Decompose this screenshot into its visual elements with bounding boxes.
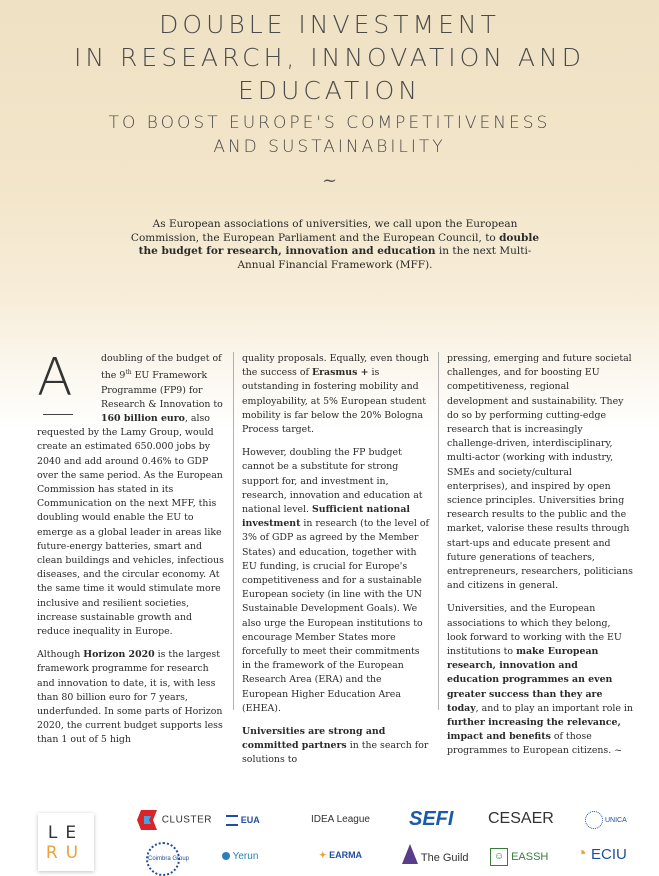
sefi-logo [409, 808, 453, 831]
column-divider-2 [438, 352, 439, 710]
col3-paragraph-2 [447, 602, 633, 758]
unica-label: UNICA [604, 816, 627, 824]
col1-paragraph-2 [37, 648, 226, 747]
the-guild-logo [402, 842, 469, 864]
col2-text: is outstanding in fostering mobility and employability, at 5% European student mobility is far below the 20% Bologna Process target. [242, 367, 427, 436]
unica-logo [585, 811, 627, 829]
unica-circle-icon [585, 811, 603, 829]
coimbra-group-logo [146, 842, 190, 876]
col3-bold: make European research, innovation and education programmes an even greater success than they are today [447, 646, 613, 714]
title-line-2: IN RESEARCH, INNOVATION AND [74, 43, 585, 72]
cesaer-label: CESAER [488, 810, 554, 827]
col1-text: is the largest framework programme for research and innovation to date, it is, with less than 80 billion euro for 7 years, underfunded. In some parts of Horizon 2020, the current budget supports less than 1 out of 5 high [37, 649, 223, 746]
leru-logo [38, 813, 94, 871]
document-title [0, 8, 659, 107]
eciu-label: ECIU [591, 846, 627, 863]
col1-paragraph-1 [37, 348, 226, 639]
guild-mark-icon [402, 842, 418, 864]
leru-line-2: RU [45, 843, 87, 863]
col1-bold: Horizon 2020 [83, 649, 155, 661]
col2-text: quality proposals. Equally, even though the success of [242, 353, 430, 379]
yerun-dot-icon [222, 852, 230, 860]
col1-text: doubling of the budget of the 9 [101, 353, 222, 382]
col2-bold: Erasmus + [311, 367, 369, 379]
column-2 [242, 352, 430, 777]
drop-cap-rule [43, 414, 73, 415]
subtitle-line-1: TO BOOST EUROPE'S COMPETITIVENESS [108, 113, 551, 133]
col2-bold: Sufficient national investment [242, 504, 410, 530]
squiggle-divider: ~ [321, 170, 338, 191]
column-1 [37, 348, 226, 757]
guild-label: The Guild [420, 852, 469, 864]
col3-paragraph-1: pressing, emerging and future societal challenges, and for boosting EU competitiveness, regional development and sustainability. They do so by performing cutting-edge research that is increasingly challenge-driven, interdisciplinary, multi-actor (working with industry, SMEs and society/cultural enterprises), and inspired by open science principles. Universities bring research results to the public and the market, valorise these results through start-ups and educate present and future generations of teachers, entrepreneurs, researchers, politicians and citizens in general. [447, 353, 633, 592]
yerun-label: Yerun [232, 851, 259, 862]
partner-logos [0, 790, 659, 876]
sefi-label: SEFI [409, 808, 454, 830]
intro-text-1: As European associations of universities, we call upon the European Commission, the European Parliament and the European Council, to [130, 218, 518, 244]
eassh-logo [490, 848, 548, 866]
column-divider-1 [233, 352, 234, 710]
coimbra-label: Coimbra Group [148, 856, 190, 862]
drop-cap-letter: A [37, 348, 73, 408]
superscript: th [125, 369, 132, 377]
col1-text: , also requested by the Lamy Group, would create an estimated 650.000 jobs by 2040 and add around 0.46% to GDP over the same period. As the European Commission has stated in its Communication on the next MFF, this doubling would enable the EU to emerge as a global leader in areas like future-energy batteries, smart and clean buildings and vehicles, infectious diseases, and the circular economy. At the same time it would stimulate more inclusive and resilient societies, increase sustainable growth and reduce inequality in Europe. [37, 412, 224, 637]
col2-bold: Universities are strong and committed partners [242, 726, 386, 752]
eua-logo [226, 815, 260, 826]
eassh-label: EASSH [511, 850, 549, 863]
col2-text: in research (to the level of 3% of GDP as agreed by the Member States) and education, together with EU funding, is crucial for Europe's competitiveness and for a sustainable European society (in line with the UN Sustainable Development Goals). We also urge the European institutions to encourage Member States more forcefully to meet their commitments in the framework of the European Research Area (ERA) and the European Higher Education Area (EHEA). [242, 518, 430, 714]
cluster-mark-icon [135, 808, 159, 832]
cluster-logo [135, 808, 212, 832]
col3-bold: further increasing the relevance, impact and benefits [447, 717, 621, 743]
col1-text: EU Framework Programme (FP9) for Research & Innovation to [101, 370, 223, 410]
idea-league-logo [311, 814, 370, 825]
col2-text: in the search for solutions to [242, 740, 429, 766]
document-subtitle [0, 111, 659, 159]
intro-paragraph [125, 218, 545, 272]
col1-bold: 160 billion euro [101, 412, 185, 424]
eciu-logo [576, 843, 627, 864]
eua-label: EUA [240, 815, 260, 826]
yerun-logo [222, 851, 258, 862]
col3-text: , and to play an important role in [475, 702, 633, 714]
leru-line-1: LE [47, 823, 85, 843]
eua-mark-icon [226, 815, 238, 826]
title-line-3: EDUCATION [238, 76, 421, 105]
cluster-label: CLUSTER [161, 814, 212, 826]
title-line-1: DOUBLE INVESTMENT [159, 10, 500, 39]
idea-league-label: IDEA League [311, 814, 370, 825]
column-3 [447, 352, 633, 768]
col2-paragraph-1 [242, 352, 430, 437]
col3-text: Universities, and the European associations to which they belong, look forward to working with the EU institutions to [447, 603, 622, 658]
col1-text: Although [37, 649, 84, 661]
eciu-mark-icon: ◔ [576, 843, 587, 863]
intro-text-2: in the next Multi-Annual Financial Framework (MFF). [237, 245, 532, 271]
intro-bold: double the budget for research, innovation and education [138, 231, 540, 257]
end-mark: ~ [614, 745, 623, 757]
earma-label: EARMA [329, 850, 363, 860]
col3-text: of those programmes to European citizens. [447, 731, 612, 757]
col2-paragraph-3 [242, 725, 430, 768]
col2-paragraph-2 [242, 446, 430, 716]
earma-logo [319, 850, 362, 861]
drop-cap [37, 348, 87, 422]
earma-star-icon: ✦ [319, 850, 327, 860]
col2-text: However, doubling the FP budget cannot be a substitute for strong support for, and investment in, research, innovation and education at national level. [242, 447, 423, 516]
subtitle-line-2: AND SUSTAINABILITY [213, 137, 446, 157]
coimbra-ring-icon [146, 842, 190, 876]
eassh-figure-icon: ☺ [490, 848, 508, 866]
cesaer-logo [488, 810, 554, 828]
